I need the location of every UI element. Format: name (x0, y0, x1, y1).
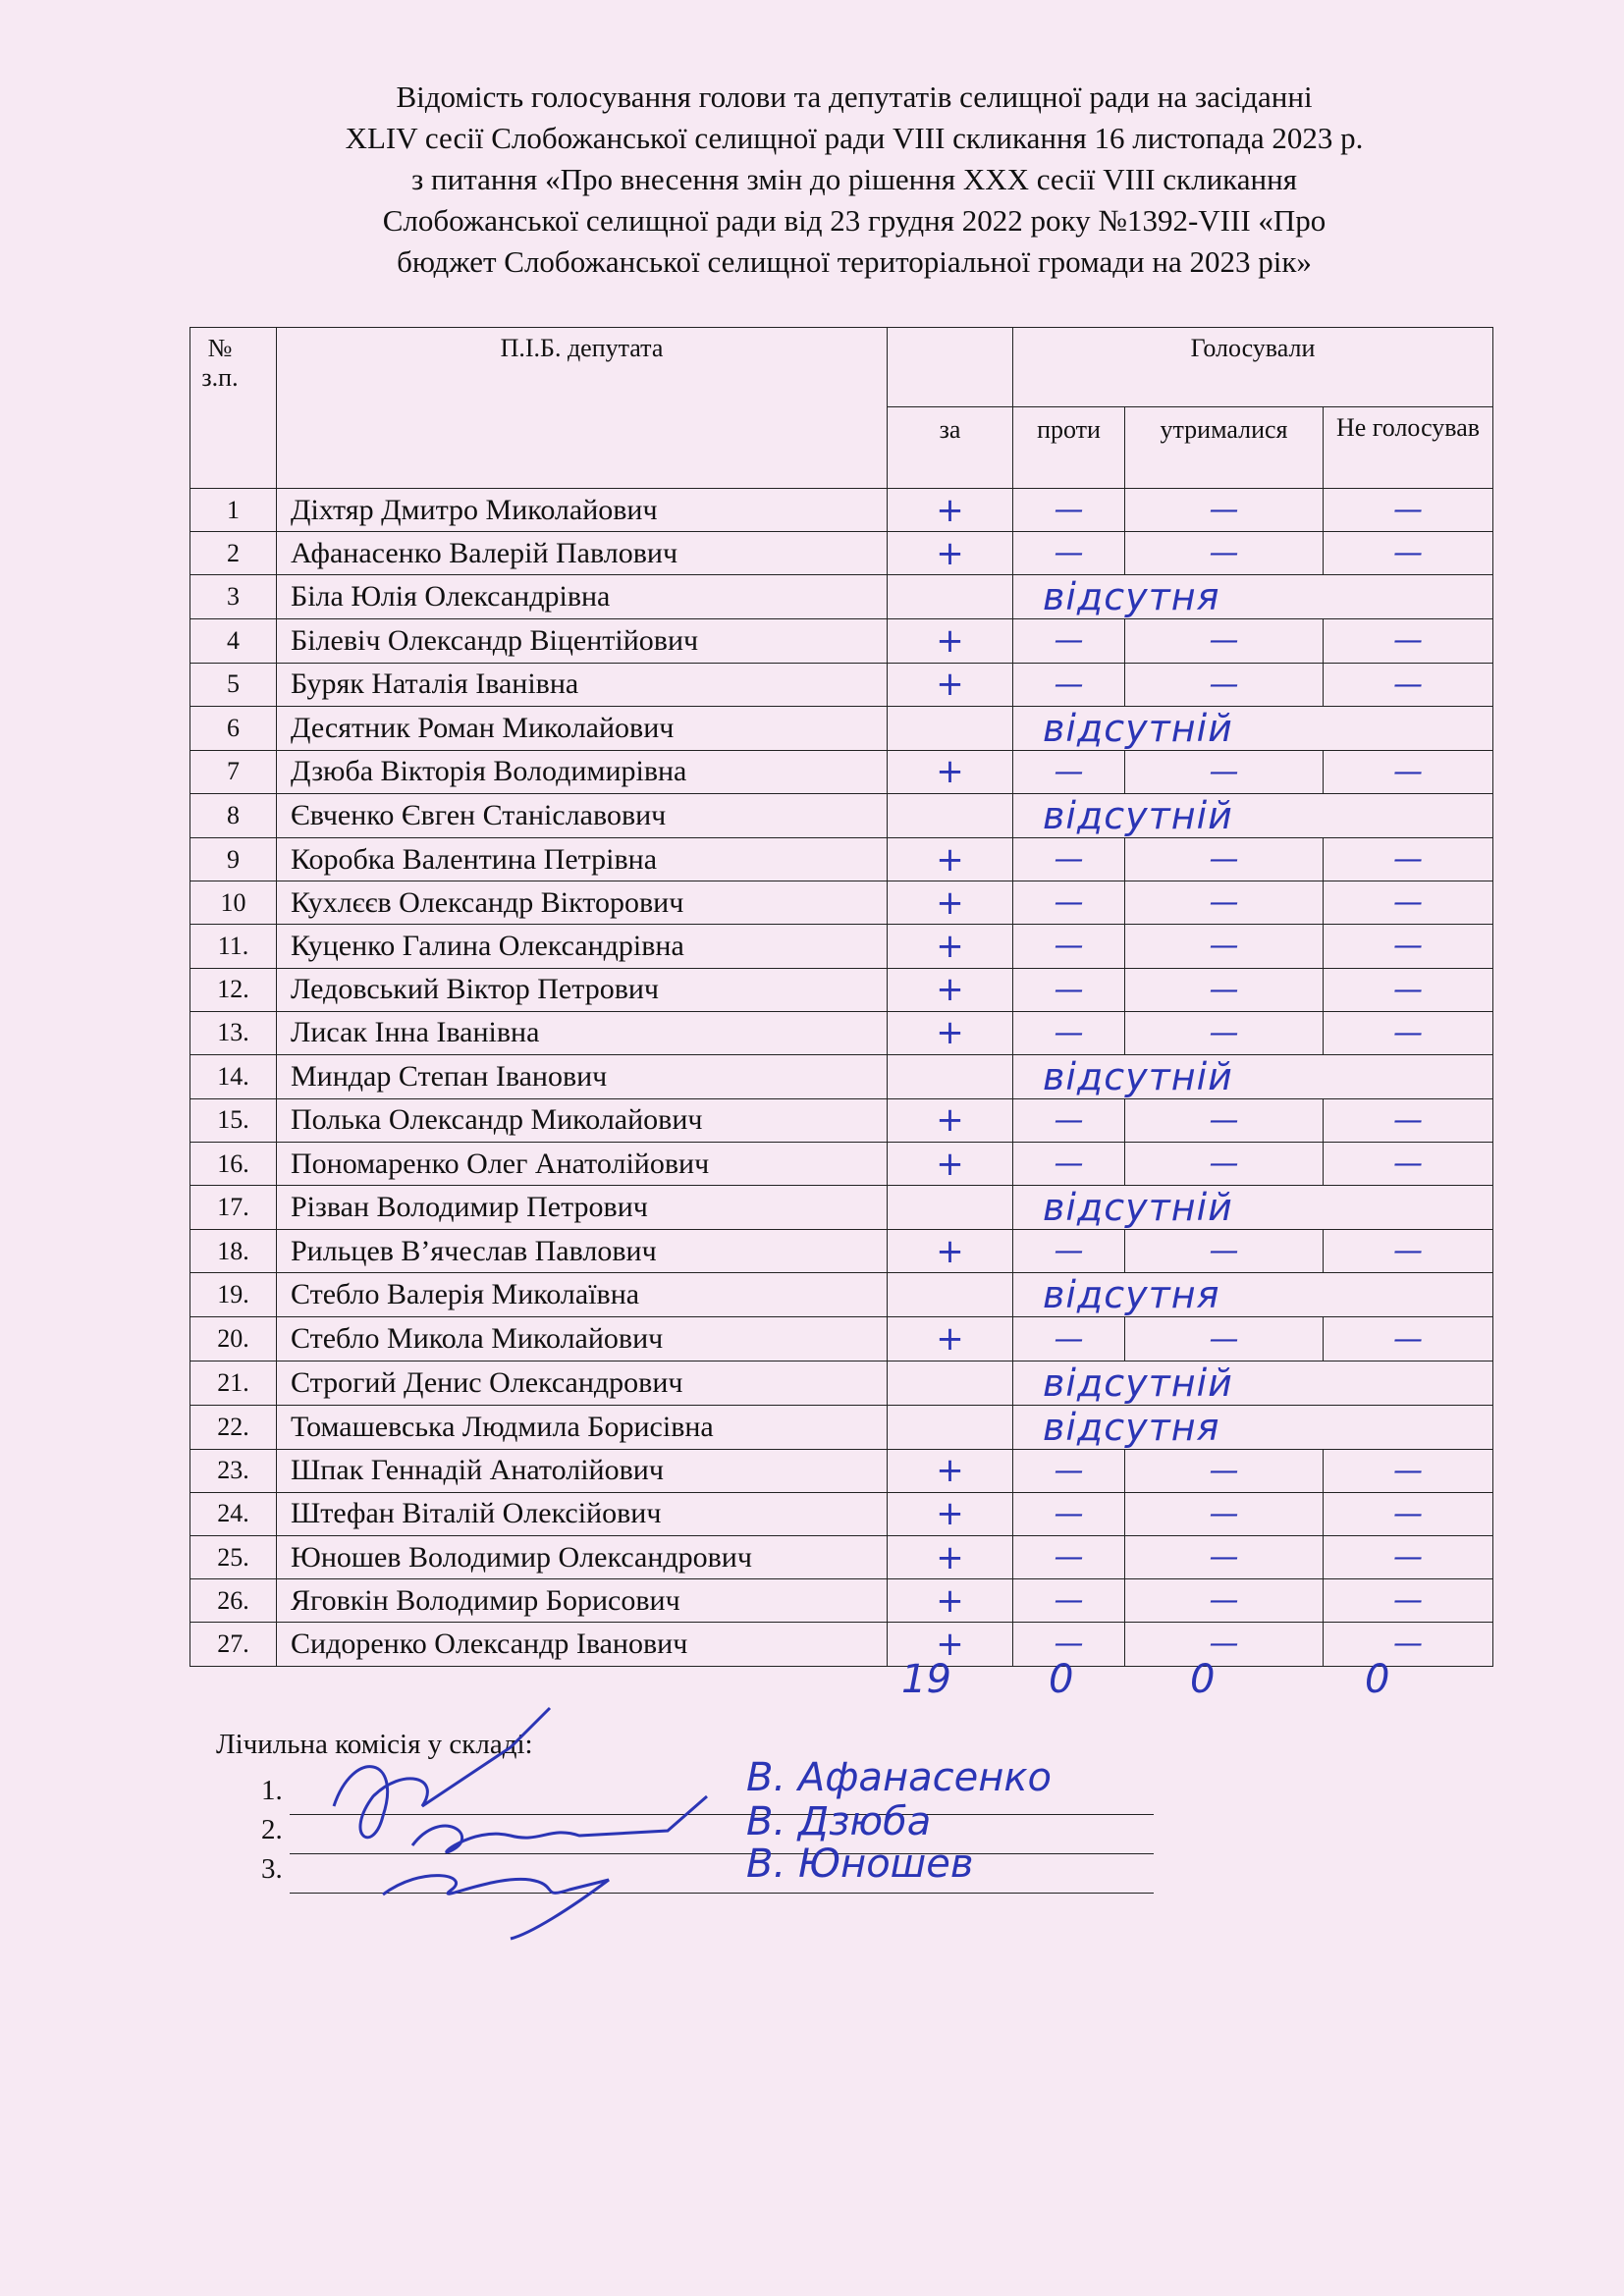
row-number: 9 (190, 837, 277, 881)
row-number: 5 (190, 663, 277, 706)
vote-against-mark: — (1013, 925, 1125, 968)
title-line: Відомість голосування голови та депутатів селищної ради на засіданні (396, 80, 1313, 114)
signature-scribbles (314, 1688, 727, 1944)
vote-abstained-mark: — (1125, 1579, 1324, 1623)
table-row (190, 489, 1493, 532)
deputy-name: Куценко Галина Олександрівна (277, 925, 888, 968)
vote-against-mark: — (1013, 750, 1125, 793)
row-number: 24. (190, 1492, 277, 1535)
deputy-name: Миндар Степан Іванович (277, 1054, 888, 1098)
commission-member-name: В. Юношев (746, 1842, 974, 1887)
deputy-name: Пономаренко Олег Анатолійович (277, 1143, 888, 1186)
vote-not-voted-mark: — (1324, 1143, 1493, 1186)
deputy-name: Євченко Євген Станіславович (277, 793, 888, 837)
absent-note: відсутній (1013, 1361, 1493, 1405)
deputy-name: Біла Юлія Олександрівна (277, 575, 888, 619)
vote-for-mark: + (888, 968, 1013, 1011)
vote-not-voted-mark: — (1324, 1623, 1493, 1666)
header-voted: Голосували (1013, 328, 1493, 407)
deputy-name: Коробка Валентина Петрівна (277, 837, 888, 881)
table-row (190, 619, 1493, 663)
tally-against: 0 (1049, 1657, 1074, 1702)
absent-note: відсутня (1013, 575, 1493, 619)
deputy-name: Буряк Наталія Іванівна (277, 663, 888, 706)
vote-not-voted-mark: — (1324, 925, 1493, 968)
vote-against-mark: — (1013, 663, 1125, 706)
vote-abstained-mark: — (1125, 663, 1324, 706)
vote-not-voted-mark: — (1324, 663, 1493, 706)
vote-for-mark: + (888, 663, 1013, 706)
row-number: 15. (190, 1098, 277, 1142)
table-row (190, 1623, 1493, 1666)
vote-against-mark: — (1013, 1317, 1125, 1361)
table-row (190, 1011, 1493, 1054)
row-number: 14. (190, 1054, 277, 1098)
deputy-name: Юношев Володимир Олександрович (277, 1536, 888, 1579)
tally-not-voted: 0 (1365, 1657, 1390, 1702)
deputy-name: Шпак Геннадій Анатолійович (277, 1449, 888, 1492)
table-row (190, 663, 1493, 706)
vote-for-mark (888, 706, 1013, 750)
table-row (190, 925, 1493, 968)
vote-for-mark (888, 793, 1013, 837)
deputy-name: Десятник Роман Миколайович (277, 706, 888, 750)
vote-abstained-mark: — (1125, 532, 1324, 575)
table-row (190, 1579, 1493, 1623)
vote-not-voted-mark: — (1324, 881, 1493, 925)
vote-for-mark: + (888, 837, 1013, 881)
deputy-name: Сидоренко Олександр Іванович (277, 1623, 888, 1666)
vote-against-mark: — (1013, 881, 1125, 925)
row-number: 19. (190, 1273, 277, 1317)
deputy-name: Лисак Інна Іванівна (277, 1011, 888, 1054)
vote-abstained-mark: — (1125, 881, 1324, 925)
vote-against-mark: — (1013, 1230, 1125, 1273)
deputy-name: Полька Олександр Миколайович (277, 1098, 888, 1142)
table-row (190, 750, 1493, 793)
vote-for-mark (888, 575, 1013, 619)
table-row (190, 1492, 1493, 1535)
absent-note: відсутня (1013, 1273, 1493, 1317)
vote-for-mark: + (888, 1623, 1013, 1666)
absent-note: відсутній (1013, 793, 1493, 837)
vote-for-mark: + (888, 1098, 1013, 1142)
table-row (190, 1143, 1493, 1186)
header-abstained: утрималися (1125, 407, 1324, 489)
deputy-name: Стебло Микола Миколайович (277, 1317, 888, 1361)
row-number: 18. (190, 1230, 277, 1273)
header-not-voted: Не голосував (1324, 407, 1493, 489)
vote-against-mark: — (1013, 1536, 1125, 1579)
deputy-name: Рильцев В’ячеслав Павлович (277, 1230, 888, 1273)
vote-not-voted-mark: — (1324, 532, 1493, 575)
commission-member-name: В. Афанасенко (746, 1755, 1052, 1800)
row-number: 22. (190, 1405, 277, 1449)
voting-table-body (190, 489, 1493, 1667)
header-number: № з.п. (190, 328, 277, 489)
vote-abstained-mark: — (1125, 1098, 1324, 1142)
vote-against-mark: — (1013, 489, 1125, 532)
vote-not-voted-mark: — (1324, 1098, 1493, 1142)
table-row (190, 706, 1493, 750)
row-number: 3 (190, 575, 277, 619)
vote-not-voted-mark: — (1324, 837, 1493, 881)
row-number: 13. (190, 1011, 277, 1054)
table-row (190, 1449, 1493, 1492)
row-number: 6 (190, 706, 277, 750)
table-row (190, 1405, 1493, 1449)
vote-for-mark: + (888, 1536, 1013, 1579)
vote-against-mark: — (1013, 968, 1125, 1011)
deputy-name: Афанасенко Валерій Павлович (277, 532, 888, 575)
absent-note: відсутній (1013, 1054, 1493, 1098)
deputy-name: Кухлєєв Олександр Вікторович (277, 881, 888, 925)
title-line: бюджет Слобожанської селищної територіальної громади на 2023 рік» (397, 244, 1312, 279)
table-row (190, 1186, 1493, 1230)
deputy-name: Діхтяр Дмитро Миколайович (277, 489, 888, 532)
table-row (190, 575, 1493, 619)
vote-abstained-mark: — (1125, 489, 1324, 532)
header-blank (888, 328, 1013, 407)
vote-against-mark: — (1013, 532, 1125, 575)
row-number: 26. (190, 1579, 277, 1623)
vote-for-mark (888, 1054, 1013, 1098)
table-row (190, 1317, 1493, 1361)
vote-for-mark (888, 1405, 1013, 1449)
vote-for-mark: + (888, 1579, 1013, 1623)
absent-note: відсутній (1013, 1186, 1493, 1230)
vote-against-mark: — (1013, 1579, 1125, 1623)
commission-member-number: 1. (261, 1775, 283, 1806)
commission-label: Лічильна комісія у складі: (216, 1729, 533, 1760)
title-line: XLIV сесії Слобожанської селищної ради VIII скликання 16 листопада 2023 р. (345, 121, 1364, 155)
vote-for-mark: + (888, 925, 1013, 968)
vote-against-mark: — (1013, 1623, 1125, 1666)
vote-not-voted-mark: — (1324, 968, 1493, 1011)
vote-not-voted-mark: — (1324, 1317, 1493, 1361)
deputy-name: Різван Володимир Петрович (277, 1186, 888, 1230)
deputy-name: Білевіч Олександр Віцентійович (277, 619, 888, 663)
vote-against-mark: — (1013, 1492, 1125, 1535)
title-line: з питання «Про внесення змін до рішення XXX сесії VIII скликання (411, 162, 1297, 196)
deputy-name: Строгий Денис Олександрович (277, 1361, 888, 1405)
row-number: 12. (190, 968, 277, 1011)
tally-for: 19 (901, 1657, 951, 1702)
row-number: 8 (190, 793, 277, 837)
vote-for-mark: + (888, 881, 1013, 925)
title-line: Слобожанської селищної ради від 23 грудня 2022 року №1392-VIII «Про (382, 203, 1326, 238)
vote-abstained-mark: — (1125, 925, 1324, 968)
header-against: проти (1013, 407, 1125, 489)
row-number: 25. (190, 1536, 277, 1579)
commission-member-number: 2. (261, 1814, 283, 1845)
vote-abstained-mark: — (1125, 1230, 1324, 1273)
vote-against-mark: — (1013, 619, 1125, 663)
row-number: 10 (190, 881, 277, 925)
vote-for-mark: + (888, 1011, 1013, 1054)
vote-abstained-mark: — (1125, 1536, 1324, 1579)
deputy-name: Стебло Валерія Миколаївна (277, 1273, 888, 1317)
table-row (190, 968, 1493, 1011)
deputy-name: Томашевська Людмила Борисівна (277, 1405, 888, 1449)
vote-not-voted-mark: — (1324, 1230, 1493, 1273)
table-row (190, 837, 1493, 881)
row-number: 27. (190, 1623, 277, 1666)
vote-abstained-mark: — (1125, 1623, 1324, 1666)
row-number: 20. (190, 1317, 277, 1361)
row-number: 1 (190, 489, 277, 532)
vote-for-mark: + (888, 1143, 1013, 1186)
table-row (190, 1054, 1493, 1098)
header-name: П.І.Б. депутата (277, 328, 888, 489)
vote-abstained-mark: — (1125, 1317, 1324, 1361)
vote-for-mark: + (888, 1449, 1013, 1492)
absent-note: відсутній (1013, 706, 1493, 750)
table-row (190, 1361, 1493, 1405)
table-row (190, 1098, 1493, 1142)
deputy-name: Яговкін Володимир Борисович (277, 1579, 888, 1623)
vote-against-mark: — (1013, 1449, 1125, 1492)
vote-not-voted-mark: — (1324, 1492, 1493, 1535)
row-number: 2 (190, 532, 277, 575)
row-number: 4 (190, 619, 277, 663)
vote-not-voted-mark: — (1324, 750, 1493, 793)
table-row (190, 1273, 1493, 1317)
table-row (190, 532, 1493, 575)
vote-abstained-mark: — (1125, 1492, 1324, 1535)
row-number: 16. (190, 1143, 277, 1186)
vote-abstained-mark: — (1125, 750, 1324, 793)
vote-abstained-mark: — (1125, 968, 1324, 1011)
row-number: 11. (190, 925, 277, 968)
vote-against-mark: — (1013, 1143, 1125, 1186)
vote-against-mark: — (1013, 1098, 1125, 1142)
vote-against-mark: — (1013, 1011, 1125, 1054)
vote-for-mark (888, 1361, 1013, 1405)
vote-for-mark: + (888, 1317, 1013, 1361)
tally-abstained: 0 (1190, 1657, 1216, 1702)
vote-for-mark: + (888, 532, 1013, 575)
vote-for-mark (888, 1273, 1013, 1317)
table-row (190, 1536, 1493, 1579)
vote-not-voted-mark: — (1324, 1011, 1493, 1054)
vote-for-mark: + (888, 1492, 1013, 1535)
vote-not-voted-mark: — (1324, 1536, 1493, 1579)
vote-not-voted-mark: — (1324, 1579, 1493, 1623)
vote-abstained-mark: — (1125, 837, 1324, 881)
document-title (187, 77, 1522, 283)
deputy-name: Ледовський Віктор Петрович (277, 968, 888, 1011)
absent-note: відсутня (1013, 1405, 1493, 1449)
vote-not-voted-mark: — (1324, 1449, 1493, 1492)
deputy-name: Штефан Віталій Олексійович (277, 1492, 888, 1535)
vote-not-voted-mark: — (1324, 489, 1493, 532)
commission-member-number: 3. (261, 1853, 283, 1885)
vote-abstained-mark: — (1125, 619, 1324, 663)
deputy-name: Дзюба Вікторія Володимирівна (277, 750, 888, 793)
vote-for-mark: + (888, 1230, 1013, 1273)
voting-table (189, 327, 1493, 1667)
commission-member-name: В. Дзюба (746, 1799, 932, 1844)
row-number: 7 (190, 750, 277, 793)
header-for: за (888, 407, 1013, 489)
vote-against-mark: — (1013, 837, 1125, 881)
row-number: 23. (190, 1449, 277, 1492)
table-row (190, 881, 1493, 925)
table-row (190, 793, 1493, 837)
vote-for-mark (888, 1186, 1013, 1230)
vote-abstained-mark: — (1125, 1449, 1324, 1492)
table-row (190, 1230, 1493, 1273)
vote-abstained-mark: — (1125, 1011, 1324, 1054)
vote-for-mark: + (888, 750, 1013, 793)
vote-for-mark: + (888, 489, 1013, 532)
vote-abstained-mark: — (1125, 1143, 1324, 1186)
row-number: 17. (190, 1186, 277, 1230)
vote-for-mark: + (888, 619, 1013, 663)
row-number: 21. (190, 1361, 277, 1405)
vote-not-voted-mark: — (1324, 619, 1493, 663)
